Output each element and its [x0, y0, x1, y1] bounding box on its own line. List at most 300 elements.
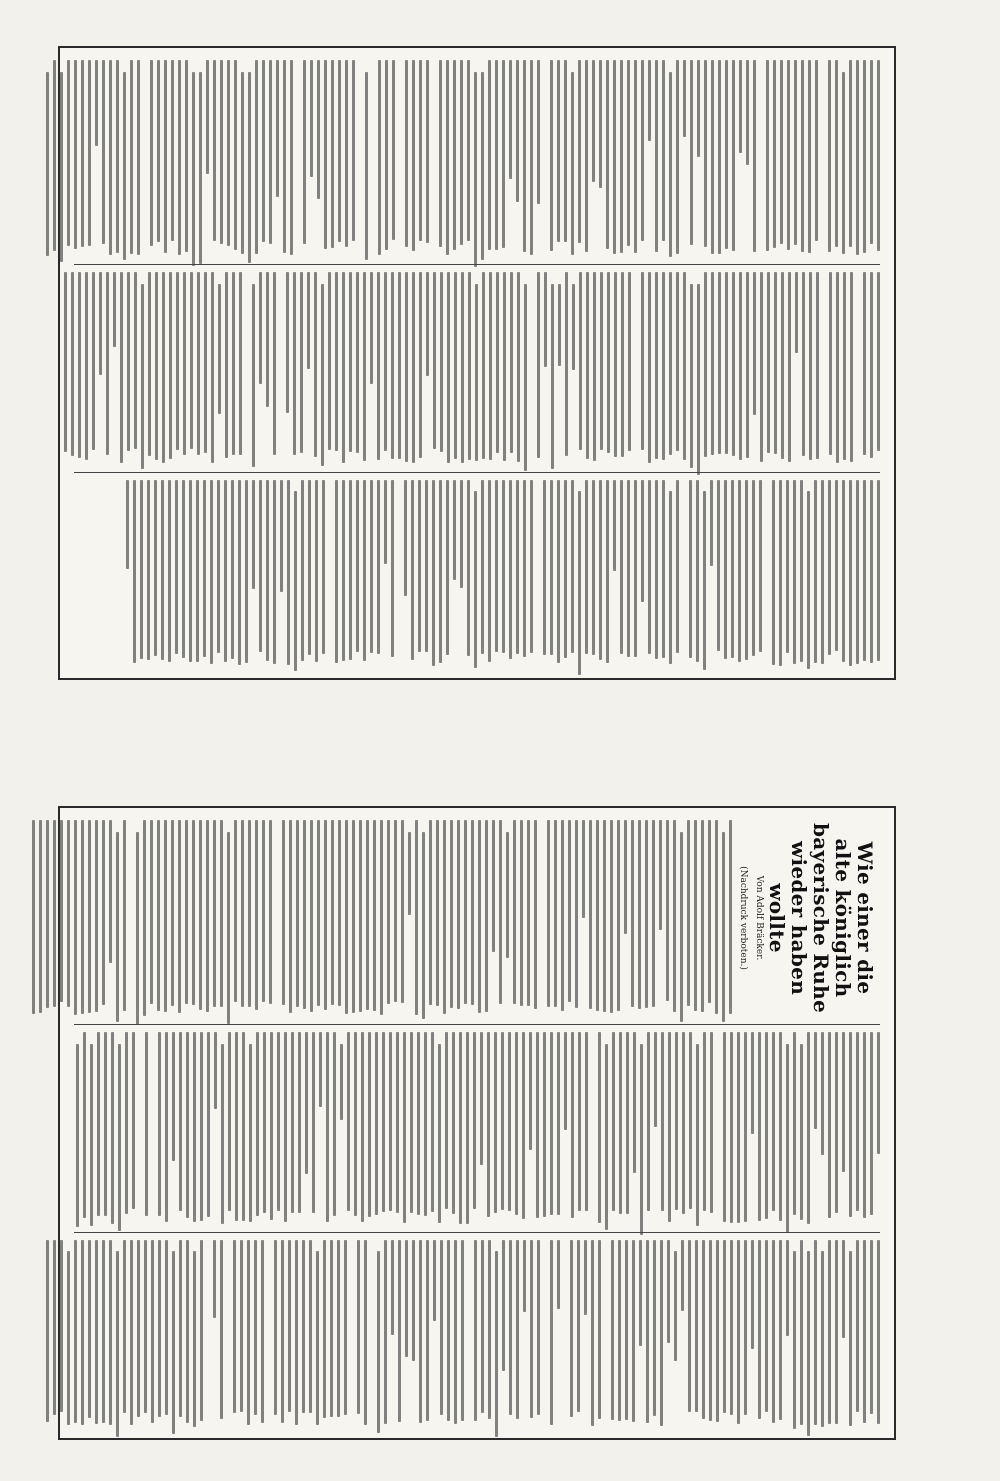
- text-line: [164, 820, 167, 1012]
- text-line: [697, 60, 700, 157]
- text-line: [303, 820, 306, 1009]
- text-line: [863, 1240, 866, 1423]
- text-line: [627, 480, 630, 657]
- text-line: [317, 820, 320, 1006]
- text-line: [157, 820, 160, 1011]
- text-line: [786, 1240, 789, 1336]
- text-line: [571, 1032, 574, 1218]
- text-line: [877, 272, 880, 451]
- text-line: [517, 272, 520, 462]
- text-line: [452, 1032, 455, 1214]
- text-line: [203, 480, 206, 657]
- text-line: [870, 1032, 873, 1215]
- text-line: [634, 480, 637, 657]
- text-line: [509, 1240, 512, 1415]
- text-line: [475, 284, 478, 461]
- text-line: [558, 284, 561, 366]
- text-line: [342, 480, 345, 661]
- text-line: [676, 60, 679, 254]
- text-line: [814, 480, 817, 663]
- text-line: [474, 1240, 477, 1421]
- text-line: [481, 72, 484, 260]
- text-line: [130, 60, 133, 254]
- text-line: [849, 1032, 852, 1217]
- text-line: [143, 820, 146, 1016]
- text-line: [405, 60, 408, 247]
- text-line: [774, 272, 777, 454]
- text-line: [807, 491, 810, 669]
- text-line: [730, 1032, 733, 1223]
- text-line: [190, 272, 193, 449]
- text-line: [171, 60, 174, 241]
- text-line: [144, 1240, 147, 1413]
- reprint-note: (Nachdruck verboten.): [738, 866, 748, 970]
- text-line: [835, 480, 838, 651]
- text-line: [364, 1240, 367, 1425]
- text-line: [326, 1032, 329, 1222]
- text-line: [489, 272, 492, 460]
- article-frame-bottom: [58, 806, 896, 1440]
- text-line: [242, 1032, 245, 1221]
- paragraph-gap: [713, 1032, 719, 1224]
- text-line: [544, 272, 547, 367]
- text-line: [375, 1032, 378, 1215]
- text-line: [523, 60, 526, 252]
- text-line: [631, 820, 634, 1007]
- text-line: [704, 60, 707, 247]
- text-line: [488, 60, 491, 250]
- text-line: [758, 1032, 761, 1221]
- text-line: [786, 1044, 789, 1233]
- text-line: [126, 480, 129, 569]
- text-line: [288, 1240, 291, 1412]
- text-line: [849, 480, 852, 666]
- text-line: [220, 60, 223, 244]
- text-line: [744, 1032, 747, 1222]
- text-line: [863, 272, 866, 455]
- text-line: [828, 480, 831, 655]
- paragraph-gap: [540, 60, 546, 256]
- text-line: [460, 60, 463, 245]
- text-line: [765, 1240, 768, 1412]
- text-line: [751, 1240, 754, 1349]
- text-line: [370, 272, 373, 384]
- text-line: [90, 1044, 93, 1226]
- text-line: [718, 60, 721, 254]
- text-line: [419, 1240, 422, 1423]
- text-line: [779, 1032, 782, 1221]
- text-line: [136, 832, 139, 1025]
- text-line: [241, 72, 244, 254]
- text-line: [639, 1240, 642, 1346]
- text-line: [255, 820, 258, 1010]
- paragraph-gap: [588, 1032, 594, 1224]
- text-line: [625, 1240, 628, 1420]
- text-line: [829, 272, 832, 455]
- text-line: [467, 480, 470, 656]
- text-line: [561, 820, 564, 1011]
- text-line: [575, 820, 578, 1008]
- text-line: [213, 1240, 216, 1318]
- text-line: [213, 60, 216, 241]
- text-line: [254, 1240, 257, 1415]
- text-line: [554, 820, 557, 1007]
- text-line: [315, 480, 318, 662]
- text-line: [134, 272, 137, 449]
- paragraph-gap: [325, 480, 331, 666]
- text-line: [378, 60, 381, 255]
- text-line: [772, 480, 775, 665]
- text-line: [182, 480, 185, 658]
- text-line: [502, 1240, 505, 1371]
- text-line: [849, 60, 852, 247]
- paragraph-gap: [368, 60, 374, 256]
- text-column-3: [74, 1240, 880, 1426]
- text-line: [113, 272, 116, 347]
- text-line: [109, 60, 112, 255]
- text-line: [147, 480, 150, 660]
- text-line: [467, 60, 470, 241]
- text-line: [300, 272, 303, 453]
- text-line: [703, 1032, 706, 1211]
- text-line: [738, 480, 741, 662]
- text-line: [753, 60, 756, 252]
- text-line: [794, 60, 797, 245]
- text-line: [655, 60, 658, 252]
- text-line: [218, 284, 221, 414]
- text-line: [582, 820, 585, 918]
- text-line: [773, 60, 776, 248]
- text-line: [737, 1240, 740, 1424]
- text-line: [786, 480, 789, 653]
- text-line: [321, 284, 324, 466]
- text-line: [234, 60, 237, 250]
- text-line: [508, 1032, 511, 1211]
- text-line: [247, 1240, 250, 1425]
- text-line: [419, 272, 422, 458]
- text-line: [682, 1032, 685, 1214]
- text-line: [450, 820, 453, 1008]
- text-line: [171, 820, 174, 1006]
- text-line: [751, 1032, 754, 1134]
- text-line: [849, 1251, 852, 1426]
- text-line: [277, 1032, 280, 1211]
- text-line: [662, 480, 665, 658]
- text-line: [457, 820, 460, 1009]
- text-column-1: [74, 60, 880, 256]
- text-line: [425, 480, 428, 652]
- text-line: [127, 272, 130, 451]
- text-line: [426, 1240, 429, 1421]
- text-line: [398, 272, 401, 459]
- text-line: [481, 1240, 484, 1413]
- text-column-2: [74, 1032, 880, 1224]
- text-line: [589, 820, 592, 1009]
- text-line: [97, 1032, 100, 1216]
- text-line: [331, 60, 334, 248]
- text-line: [398, 1240, 401, 1422]
- text-line: [495, 60, 498, 250]
- text-line: [422, 832, 425, 1019]
- text-line: [578, 60, 581, 243]
- text-line: [368, 1032, 371, 1217]
- text-line: [432, 480, 435, 666]
- text-line: [317, 60, 320, 199]
- text-line: [193, 1032, 196, 1222]
- text-line: [228, 1032, 231, 1211]
- text-line: [447, 1240, 450, 1421]
- text-line: [290, 60, 293, 255]
- text-line: [745, 480, 748, 660]
- text-line: [281, 1240, 284, 1423]
- text-line: [141, 284, 144, 469]
- text-line: [273, 480, 276, 664]
- text-line: [550, 1240, 553, 1425]
- text-line: [611, 1240, 614, 1420]
- text-line: [298, 1032, 301, 1213]
- text-line: [842, 480, 845, 662]
- text-line: [660, 1240, 663, 1426]
- text-line: [225, 272, 228, 458]
- text-line: [809, 272, 812, 460]
- text-line: [95, 60, 98, 146]
- text-line: [344, 1240, 347, 1415]
- text-line: [695, 1240, 698, 1412]
- text-line: [689, 1032, 692, 1209]
- text-line: [132, 1032, 135, 1209]
- text-line: [151, 1240, 154, 1423]
- text-line: [856, 480, 859, 664]
- paragraph-gap: [293, 60, 299, 256]
- text-line: [551, 284, 554, 469]
- text-line: [363, 480, 366, 661]
- text-line: [305, 1032, 308, 1174]
- text-line: [220, 1240, 223, 1419]
- text-line: [102, 820, 105, 1005]
- text-line: [529, 1032, 532, 1150]
- text-line: [732, 272, 735, 456]
- text-line: [732, 60, 735, 251]
- text-line: [473, 1032, 476, 1209]
- text-line: [478, 820, 481, 1013]
- text-line: [53, 1240, 56, 1415]
- text-line: [722, 832, 725, 1022]
- text-line: [220, 820, 223, 1007]
- text-line: [466, 1032, 469, 1224]
- text-line: [863, 60, 866, 253]
- text-line: [710, 1032, 713, 1213]
- text-line: [877, 60, 880, 251]
- paragraph-gap: [560, 1240, 566, 1426]
- text-line: [577, 1240, 580, 1412]
- text-line: [331, 820, 334, 1005]
- text-line: [718, 272, 721, 454]
- text-line: [314, 272, 317, 457]
- text-line: [179, 1032, 182, 1211]
- paragraph-gap: [272, 820, 278, 1016]
- text-line: [217, 480, 220, 653]
- text-line: [599, 480, 602, 660]
- text-line: [667, 1240, 670, 1343]
- text-line: [145, 1032, 148, 1216]
- text-line: [385, 60, 388, 250]
- text-line: [464, 820, 467, 1004]
- text-line: [431, 1032, 434, 1212]
- text-line: [211, 272, 214, 463]
- paragraph-gap: [819, 272, 825, 464]
- text-line: [501, 1032, 504, 1210]
- text-line: [164, 60, 167, 253]
- text-line: [730, 1240, 733, 1415]
- text-line: [471, 820, 474, 1005]
- text-line: [676, 272, 679, 451]
- text-line: [46, 820, 49, 1008]
- text-line: [446, 60, 449, 255]
- text-line: [396, 1032, 399, 1213]
- text-line: [624, 820, 627, 934]
- text-line: [382, 1032, 385, 1212]
- text-line: [221, 1044, 224, 1225]
- text-line: [92, 272, 95, 450]
- text-line: [598, 1240, 601, 1419]
- text-line: [394, 820, 397, 1002]
- text-line: [289, 820, 292, 1013]
- text-line: [426, 272, 429, 376]
- text-line: [821, 480, 824, 664]
- text-line: [387, 820, 390, 1004]
- text-line: [537, 272, 540, 458]
- text-line: [256, 1032, 259, 1216]
- text-line: [259, 272, 262, 384]
- text-line: [440, 272, 443, 452]
- text-line: [697, 284, 700, 475]
- text-line: [46, 72, 49, 256]
- text-line: [408, 832, 411, 915]
- text-line: [468, 272, 471, 460]
- text-line: [380, 820, 383, 1015]
- text-line: [488, 480, 491, 662]
- text-line: [88, 60, 91, 246]
- text-line: [715, 820, 718, 1014]
- text-line: [599, 60, 602, 188]
- text-line: [648, 60, 651, 141]
- text-line: [800, 1044, 803, 1221]
- text-line: [696, 480, 699, 662]
- text-line: [284, 1032, 287, 1222]
- text-line: [308, 480, 311, 655]
- paragraph-gap: [242, 272, 248, 464]
- text-line: [537, 1240, 540, 1415]
- text-line: [835, 1032, 838, 1213]
- text-line: [85, 272, 88, 460]
- text-column-2: [74, 272, 880, 464]
- text-line: [766, 60, 769, 251]
- text-line: [641, 272, 644, 450]
- text-line: [310, 820, 313, 1012]
- text-line: [401, 820, 404, 1003]
- text-line: [877, 480, 880, 661]
- text-line: [592, 60, 595, 182]
- text-line: [607, 272, 610, 453]
- text-line: [148, 272, 151, 456]
- paragraph-gap: [264, 1240, 270, 1426]
- text-line: [746, 60, 749, 165]
- text-line: [248, 72, 251, 263]
- text-line: [787, 60, 790, 250]
- text-line: [283, 60, 286, 253]
- text-line: [509, 480, 512, 659]
- text-line: [800, 480, 803, 662]
- text-line: [752, 480, 755, 656]
- text-line: [516, 60, 519, 202]
- paragraph-gap: [135, 1032, 141, 1224]
- text-line: [293, 272, 296, 455]
- text-line: [227, 60, 230, 246]
- text-line: [204, 272, 207, 453]
- text-line: [196, 480, 199, 662]
- text-line: [286, 272, 289, 413]
- text-line: [365, 72, 368, 260]
- text-line: [565, 272, 568, 456]
- text-line: [870, 60, 873, 244]
- text-line: [165, 1240, 168, 1415]
- text-line: [102, 60, 105, 244]
- text-line: [232, 272, 235, 455]
- text-line: [415, 820, 418, 1015]
- text-line: [753, 272, 756, 415]
- text-line: [206, 820, 209, 1012]
- text-line: [584, 1240, 587, 1315]
- text-line: [154, 480, 157, 656]
- text-line: [439, 60, 442, 247]
- text-line: [53, 820, 56, 1007]
- text-line: [262, 820, 265, 1002]
- text-line: [681, 1240, 684, 1311]
- text-line: [729, 820, 732, 1014]
- text-line: [252, 284, 255, 468]
- text-line: [856, 1032, 859, 1211]
- rotated-content-top: [60, 48, 894, 678]
- text-line: [116, 60, 119, 253]
- text-line: [231, 480, 234, 659]
- text-line: [710, 480, 713, 566]
- text-line: [324, 820, 327, 1010]
- text-line: [178, 60, 181, 255]
- text-line: [481, 480, 484, 654]
- text-line: [485, 820, 488, 1012]
- text-line: [88, 1240, 91, 1418]
- text-line: [690, 284, 693, 468]
- text-line: [585, 1032, 588, 1211]
- text-line: [530, 480, 533, 653]
- text-line: [162, 272, 165, 463]
- text-line: [453, 480, 456, 580]
- text-line: [506, 832, 509, 958]
- text-line: [496, 272, 499, 453]
- text-line: [564, 60, 567, 242]
- paragraph-gap: [631, 272, 637, 464]
- text-line: [370, 480, 373, 653]
- text-line: [495, 480, 498, 652]
- text-line: [183, 272, 186, 455]
- text-line: [474, 72, 477, 268]
- text-line: [60, 1240, 63, 1412]
- text-line: [646, 1240, 649, 1423]
- paragraph-gap: [756, 60, 762, 256]
- paragraph-gap: [464, 1240, 470, 1426]
- text-line: [67, 60, 70, 246]
- text-line: [807, 1251, 810, 1436]
